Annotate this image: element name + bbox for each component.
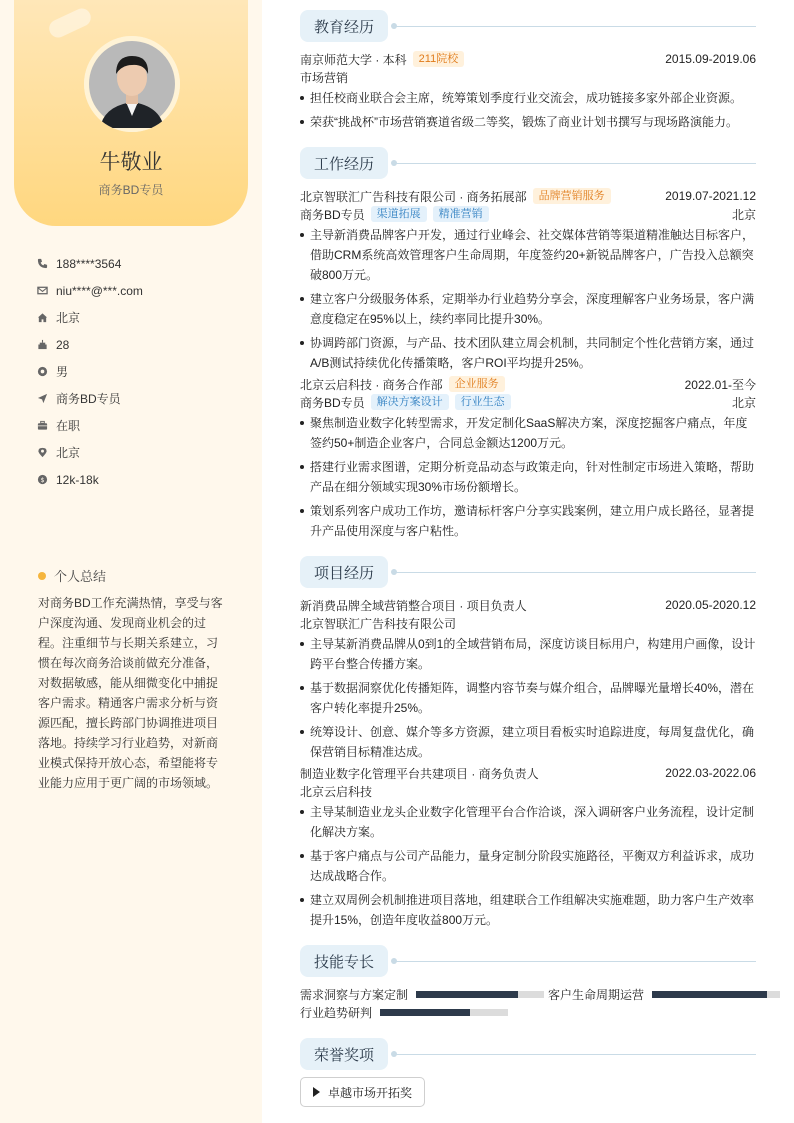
list-item: 主导某新消费品牌从0到1的全域营销布局，深度访谈目标用户，构建用户画像，设计跨平台整合传播方案。 [300, 634, 756, 674]
profile-role: 商务BD专员 [98, 183, 164, 197]
play-icon [313, 1087, 320, 1097]
cake-icon [36, 339, 48, 351]
location-icon [36, 447, 48, 459]
list-item: 建立客户分级服务体系，定期举办行业趋势分享会，深度理解客户业务场景，客户满意度稳定在95%以上，续约率同比提升30%。 [300, 289, 756, 329]
list-item: 荣获“挑战杯”市场营销赛道省级二等奖，锻炼了商业计划书撰写与现场路演能力。 [300, 112, 756, 132]
work-bullets [300, 225, 756, 373]
skill-tag: 行业生态 [455, 394, 511, 410]
avatar-photo [84, 36, 180, 132]
list-item: 搭建行业需求图谱，定期分析竞品动态与政策走向，针对性制定市场进入策略，帮助产品在细分领域实现30%市场份额增长。 [300, 457, 756, 497]
svg-text:$: $ [39, 475, 45, 484]
section-title: 教育经历 [300, 10, 388, 42]
summary-heading [38, 566, 106, 585]
company-name: 北京智联汇广告科技有限公司 · 商务拓展部 [300, 189, 527, 204]
section-skills [300, 945, 756, 977]
contact-phone [36, 250, 246, 277]
school-tag: 211院校 [413, 51, 465, 67]
mail-icon [36, 285, 48, 297]
skill-name: 需求洞察与方案定制 [300, 987, 409, 1002]
skill-bar [380, 1009, 508, 1016]
send-icon [36, 393, 48, 405]
work-date: 2019.07-2021.12 [665, 189, 756, 203]
section-title: 项目经历 [300, 556, 388, 588]
section-title: 荣誉奖项 [300, 1038, 388, 1070]
skill-bar [416, 991, 544, 998]
profile-name: 牛敬业 [99, 151, 163, 174]
project-entry [300, 596, 756, 766]
contact-text: 商务BD专员 [56, 392, 121, 406]
contact-home [36, 304, 246, 331]
contact-text: niu****@***.com [56, 283, 143, 298]
list-item: 聚焦制造业数字化转型需求，开发定制化SaaS解决方案，深度挖掘客户痛点，年度签约50+制造企业客户，合同总金额达1200万元。 [300, 413, 756, 453]
gender-icon [36, 366, 48, 378]
section-awards [300, 1038, 756, 1070]
home-icon [36, 312, 48, 324]
phone-icon [36, 258, 48, 270]
list-item: 协调跨部门资源，与产品、技术团队建立周会机制，共同制定个性化营销方案，通过A/B测试持续优化传播策略，客户ROI平均提升25%。 [300, 333, 756, 373]
contact-age [36, 331, 246, 358]
bullet-dot-icon [38, 572, 46, 580]
work-entry [300, 187, 756, 377]
company-name: 北京云启科技 · 商务合作部 [300, 377, 443, 392]
contact-gender [36, 358, 246, 385]
contact-email [36, 277, 246, 304]
contact-text: 12k-18k [56, 472, 99, 487]
section-divider [394, 1054, 756, 1055]
award-name: 卓越市场开拓奖 [328, 1085, 413, 1100]
project-date: 2022.03-2022.06 [665, 766, 756, 780]
contact-text: 北京 [56, 446, 81, 460]
skill-tag: 解决方案设计 [371, 394, 449, 410]
summary-text: 对商务BD工作充满热情，享受与客户深度沟通、发现商业机会的过程。注重细节与长期关系建立，习惯在每次商务洽谈前做充分准备，对数据敏感，能从细微变化中捕捉客户需求。精通客户需求分析与资源匹配，擅长跨部门协调推进项目落地。持续学习行业趋势，对新商业模式保持开放心态，希望能将专业能力应用于更广阔的市场领域。 [38, 596, 223, 790]
contact-status [36, 412, 246, 439]
skill-level [380, 1009, 470, 1016]
education-bullets [300, 88, 756, 132]
section-education [300, 10, 756, 42]
section-divider [394, 26, 756, 27]
company-tag: 企业服务 [449, 376, 505, 392]
list-item: 主导新消费品牌客户开发，通过行业峰会、社交媒体营销等渠道精准触达目标客户，借助CRM系统高效管理客户生命周期，年度签约20+新锐品牌客户，广告投入总额突破800万元。 [300, 225, 756, 285]
project-bullets [300, 802, 756, 930]
skill-name: 客户生命周期运营 [548, 987, 645, 1002]
education-date: 2015.09-2019.06 [665, 52, 756, 66]
project-title: 制造业数字化管理平台共建项目 · 商务负责人 [300, 766, 539, 781]
work-bullets [300, 413, 756, 541]
project-org: 北京云启科技 [300, 784, 373, 799]
contact-position [36, 385, 246, 412]
work-date: 2022.01-至今 [684, 377, 756, 392]
project-title: 新消费品牌全域营销整合项目 · 项目负责人 [300, 598, 527, 613]
project-date: 2020.05-2020.12 [665, 598, 756, 612]
skill-tag: 渠道拓展 [371, 206, 427, 222]
section-work [300, 147, 756, 179]
list-item: 建立双周例会机制推进项目落地，组建联合工作组解决实施难题，助力客户生产效率提升15%，创造年度收益800万元。 [300, 890, 756, 930]
work-city: 北京 [731, 395, 756, 410]
skill-bar [652, 991, 780, 998]
briefcase-icon [36, 420, 48, 432]
contact-salary [36, 466, 246, 493]
salary-icon [36, 474, 48, 486]
sidebar [0, 0, 262, 1123]
school-name: 南京师范大学 · 本科 [300, 52, 407, 67]
contact-location [36, 439, 246, 466]
skill-item [548, 986, 780, 1002]
work-entry [300, 375, 756, 545]
summary-title: 个人总结 [54, 569, 107, 584]
skill-tag: 精准营销 [433, 206, 489, 222]
contact-text: 男 [56, 365, 69, 379]
section-divider [394, 163, 756, 164]
project-bullets [300, 634, 756, 762]
list-item: 策划系列客户成功工作坊，邀请标杆客户分享实践案例，建立用户成长路径，显著提升产品使用深度与客户粘性。 [300, 501, 756, 541]
work-city: 北京 [731, 207, 756, 222]
section-title: 技能专长 [300, 945, 388, 977]
education-major: 市场营销 [300, 70, 349, 85]
contact-list [36, 250, 246, 493]
list-item: 基于客户痛点与公司产品能力，量身定制分阶段实施路径，平衡双方利益诉求，成功达成战略合作。 [300, 846, 756, 886]
section-divider [394, 961, 756, 962]
list-item: 主导某制造业龙头企业数字化管理平台合作洽谈，深入调研客户业务流程，设计定制化解决方案。 [300, 802, 756, 842]
position-title: 商务BD专员 [300, 207, 365, 222]
contact-text: 28 [56, 337, 70, 352]
skill-level [416, 991, 518, 998]
position-title: 商务BD专员 [300, 395, 365, 410]
section-title: 工作经历 [300, 147, 388, 179]
skill-item [300, 1004, 508, 1020]
skill-item [300, 986, 544, 1002]
skill-name: 行业趋势研判 [300, 1005, 373, 1020]
project-entry [300, 764, 756, 934]
education-entry [300, 50, 756, 136]
contact-text: 188****3564 [56, 256, 122, 271]
list-item: 担任校商业联合会主席，统筹策划季度行业交流会，成功链接多家外部企业资源。 [300, 88, 756, 108]
award-badge [300, 1077, 425, 1107]
decorative-shape [46, 6, 93, 41]
list-item: 统筹设计、创意、媒介等多方资源，建立项目看板实时追踪进度，每周复盘优化，确保营销目标精准达成。 [300, 722, 756, 762]
contact-text: 在职 [56, 419, 81, 433]
list-item: 基于数据洞察优化传播矩阵，调整内容节奏与媒介组合，品牌曝光量增长40%，潜在客户转化率提升25%。 [300, 678, 756, 718]
company-tag: 品牌营销服务 [533, 188, 611, 204]
project-org: 北京智联汇广告科技有限公司 [300, 616, 457, 631]
section-divider [394, 572, 756, 573]
section-project [300, 556, 756, 588]
avatar [84, 36, 180, 132]
contact-text: 北京 [56, 311, 81, 325]
skill-level [652, 991, 767, 998]
